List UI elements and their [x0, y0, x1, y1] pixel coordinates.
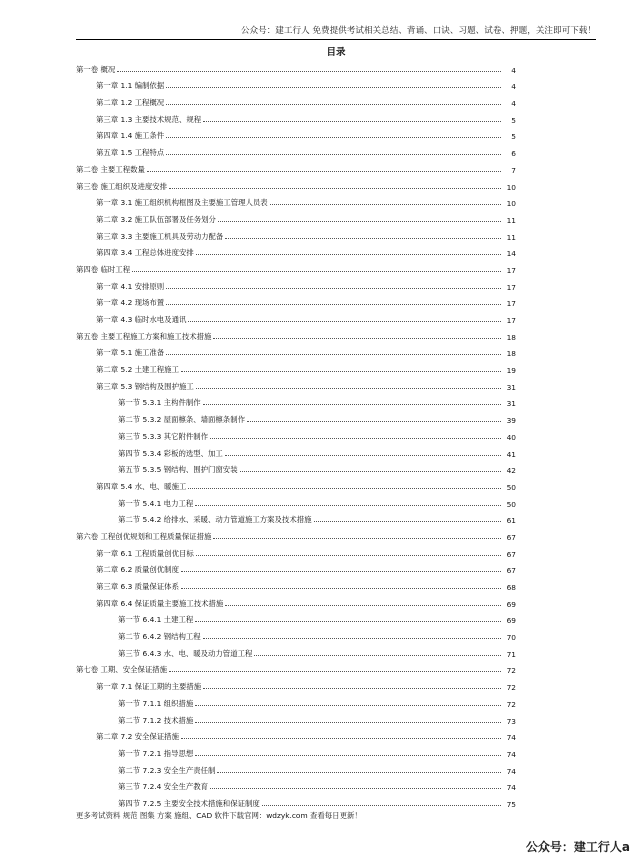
toc-entry[interactable] [76, 675, 516, 692]
toc-entry-page: 4 [511, 65, 516, 75]
toc-entry-label: 第二章 5.2 土建工程施工 [96, 365, 179, 375]
toc-entry[interactable] [76, 292, 516, 309]
toc-entry-page: 61 [506, 516, 516, 526]
toc-leader [166, 288, 501, 289]
toc-entry-page: 74 [506, 733, 516, 743]
toc-entry-page: 42 [506, 466, 516, 476]
toc-entry-page: 67 [506, 532, 516, 542]
toc-entry[interactable] [76, 575, 516, 592]
toc-entry[interactable] [76, 642, 516, 659]
toc-leader [195, 722, 501, 723]
toc-entry-label: 第一节 7.2.1 指导思想 [118, 748, 194, 758]
toc-leader [195, 621, 501, 622]
toc-entry-label: 第五章 1.5 工程特点 [96, 148, 165, 158]
toc-entry-label: 第一章 4.1 安排原则 [96, 281, 165, 291]
toc-leader [188, 488, 501, 489]
toc-entry-page: 50 [506, 499, 516, 509]
toc-entry[interactable] [76, 726, 516, 743]
toc-entry-label: 第三节 7.2.4 安全生产教育 [118, 782, 209, 792]
table-of-contents [76, 58, 516, 809]
toc-entry-label: 第二节 5.4.2 给排水、采暖、动力管道施工方案及技术措施 [118, 515, 312, 525]
toc-leader [210, 438, 501, 439]
toc-entry[interactable] [76, 375, 516, 392]
toc-entry-page: 72 [506, 699, 516, 709]
toc-entry-page: 19 [506, 366, 516, 376]
toc-entry[interactable] [76, 58, 516, 75]
toc-entry-page: 74 [506, 749, 516, 759]
toc-entry[interactable] [76, 258, 516, 275]
toc-entry-label: 第一卷 概况 [76, 64, 116, 74]
toc-entry-label: 第一节 5.3.1 主构件制作 [118, 398, 201, 408]
toc-leader [169, 671, 501, 672]
toc-entry[interactable] [76, 492, 516, 509]
toc-entry[interactable] [76, 475, 516, 492]
toc-entry-page: 17 [506, 316, 516, 325]
toc-entry[interactable] [76, 242, 516, 259]
footer-note: 更多考试资料 规范 图集 方案 施组、CAD 软件下载官网：wdzyk.com 查看每日更新！ [76, 811, 362, 820]
toc-entry-label: 第一章 1.1 编制依据 [96, 81, 165, 91]
toc-entry-label: 第三卷 施工组织及进度安排 [76, 181, 168, 191]
toc-entry-label: 第一章 6.1 工程质量创优目标 [96, 548, 194, 558]
toc-entry-label: 第三章 3.3 主要施工机具及劳动力配备 [96, 231, 224, 241]
toc-entry-label: 第二节 6.4.2 钢结构工程 [118, 632, 201, 642]
toc-entry-label: 第四卷 临时工程 [76, 264, 131, 274]
toc-leader [314, 521, 502, 522]
toc-entry-page: 10 [506, 199, 516, 209]
toc-entry-page: 74 [506, 783, 516, 793]
toc-entry[interactable] [76, 325, 516, 342]
toc-entry-page: 73 [506, 716, 516, 726]
toc-entry[interactable] [76, 559, 516, 576]
toc-entry[interactable] [76, 709, 516, 726]
page-header: 公众号：建工行人 免费提供考试相关总结、背诵、口诀、习题、试卷、押题，关注即可下载！ [240, 26, 596, 36]
toc-entry-page: 74 [506, 766, 516, 776]
toc-entry[interactable] [76, 108, 516, 125]
toc-entry[interactable] [76, 625, 516, 642]
toc-entry[interactable] [76, 208, 516, 225]
toc-leader [195, 705, 501, 706]
toc-entry[interactable] [76, 659, 516, 676]
toc-entry[interactable] [76, 392, 516, 409]
toc-leader [270, 204, 501, 205]
toc-entry-page: 69 [506, 599, 516, 609]
toc-entry[interactable] [76, 459, 516, 476]
toc-entry-label: 第三章 6.3 质量保证体系 [96, 582, 179, 591]
toc-entry-page: 69 [506, 616, 516, 626]
toc-entry-page: 41 [506, 449, 516, 459]
toc-leader [225, 455, 501, 456]
toc-leader [181, 588, 501, 589]
toc-leader [166, 137, 501, 138]
toc-entry-page: 71 [506, 649, 516, 659]
toc-entry[interactable] [76, 542, 516, 559]
toc-entry-label: 第二节 7.2.3 安全生产责任制 [118, 765, 216, 775]
toc-title: 目录 [326, 47, 346, 58]
toc-leader [217, 772, 501, 773]
toc-entry-page: 18 [506, 349, 516, 359]
toc-entry[interactable] [76, 425, 516, 442]
toc-entry-label: 第一章 4.2 现场布置 [96, 298, 165, 308]
toc-entry[interactable] [76, 141, 516, 158]
toc-entry-label: 第一章 7.1 保证工期的主要措施 [96, 682, 202, 692]
toc-leader [166, 354, 501, 355]
toc-entry-page: 17 [506, 265, 516, 275]
toc-entry[interactable] [76, 509, 516, 526]
toc-leader [203, 121, 501, 122]
toc-leader [225, 605, 501, 606]
toc-entry-page: 14 [506, 249, 516, 259]
toc-entry-label: 第一章 4.3 临时水电及通讯 [96, 315, 187, 324]
toc-entry[interactable] [76, 792, 516, 809]
toc-entry-label: 第三节 5.3.3 其它附件制作 [118, 431, 209, 441]
toc-entry[interactable] [76, 609, 516, 626]
toc-entry-page: 67 [506, 566, 516, 576]
toc-entry-page: 39 [506, 416, 516, 426]
toc-entry-label: 第二章 3.2 施工队伍部署及任务划分 [96, 214, 216, 224]
toc-entry[interactable] [76, 75, 516, 92]
toc-entry-page: 72 [506, 683, 516, 693]
toc-entry-label: 第七卷 工期、安全保证措施 [76, 665, 168, 675]
toc-entry-page: 11 [506, 215, 516, 225]
toc-leader [181, 571, 501, 572]
toc-entry-page: 40 [506, 432, 516, 442]
toc-entry-page: 67 [506, 549, 516, 559]
toc-leader [196, 254, 501, 255]
toc-entry-label: 第四章 5.4 水、电、暖施工 [96, 481, 187, 491]
toc-entry-page: 5 [511, 132, 516, 142]
toc-entry-page: 5 [511, 115, 516, 125]
toc-entry-page: 50 [506, 482, 516, 492]
toc-leader [196, 555, 501, 556]
toc-leader [218, 221, 501, 222]
toc-leader [166, 304, 501, 305]
toc-entry[interactable] [76, 342, 516, 359]
toc-leader [203, 688, 501, 689]
toc-entry[interactable] [76, 158, 516, 175]
toc-entry[interactable] [76, 442, 516, 459]
toc-entry-page: 17 [506, 299, 516, 309]
toc-leader [166, 87, 501, 88]
toc-entry-label: 第三节 6.4.3 水、电、暖及动力管道工程 [118, 648, 253, 658]
toc-leader [203, 638, 501, 639]
toc-entry-page: 68 [506, 583, 516, 592]
toc-entry-label: 第二节 7.1.2 技术措施 [118, 715, 194, 725]
toc-entry-label: 第四章 6.4 保证质量主要施工技术措施 [96, 598, 224, 608]
toc-entry[interactable] [76, 225, 516, 242]
toc-leader [169, 188, 501, 189]
toc-leader [181, 371, 501, 372]
toc-entry-page: 31 [506, 399, 516, 409]
toc-entry-page: 70 [506, 633, 516, 643]
toc-entry[interactable] [76, 175, 516, 192]
toc-entry-label: 第四章 1.4 施工条件 [96, 131, 165, 141]
toc-entry-page: 6 [511, 149, 516, 159]
toc-leader [247, 421, 501, 422]
toc-leader [213, 338, 501, 339]
toc-leader [147, 171, 501, 172]
toc-entry-page: 31 [506, 382, 516, 392]
toc-entry-page: 11 [506, 232, 516, 242]
toc-leader [181, 738, 501, 739]
toc-entry[interactable] [76, 759, 516, 776]
header-divider [76, 39, 596, 40]
toc-entry-label: 第四章 3.4 工程总体进度安排 [96, 248, 194, 258]
toc-entry[interactable] [76, 275, 516, 292]
toc-entry-label: 第二章 7.2 安全保证措施 [96, 732, 179, 742]
toc-entry-label: 第二章 6.2 质量创优制度 [96, 565, 179, 575]
toc-leader [195, 505, 501, 506]
toc-leader [195, 755, 501, 756]
toc-entry[interactable] [76, 125, 516, 142]
toc-entry-page: 72 [506, 666, 516, 676]
toc-leader [240, 471, 501, 472]
toc-entry[interactable] [76, 358, 516, 375]
toc-entry[interactable] [76, 742, 516, 759]
toc-entry-page: 18 [506, 332, 516, 342]
toc-entry-label: 第三章 5.3 钢结构及围护施工 [96, 381, 194, 391]
toc-entry-page: 17 [506, 282, 516, 292]
toc-entry[interactable] [76, 192, 516, 209]
toc-entry-page: 4 [511, 99, 516, 109]
toc-entry[interactable] [76, 91, 516, 108]
toc-leader [213, 538, 501, 539]
toc-entry-label: 第一章 3.1 施工组织机构框图及主要施工管理人员表 [96, 198, 268, 208]
watermark: 公众号：建工行人a [525, 840, 630, 854]
toc-entry-label: 第一节 7.1.1 组织措施 [118, 698, 194, 708]
toc-leader [166, 154, 501, 155]
toc-entry-label: 第四节 7.2.5 主要安全技术措施和保证制度 [118, 798, 260, 808]
toc-entry-label: 第四节 5.3.4 彩板的选型、加工 [118, 448, 223, 458]
toc-entry[interactable] [76, 776, 516, 793]
toc-entry[interactable] [76, 592, 516, 609]
toc-entry[interactable] [76, 308, 516, 325]
toc-entry-label: 第五卷 主要工程施工方案和施工技术措施 [76, 331, 212, 341]
toc-leader [166, 104, 501, 105]
toc-entry-label: 第一章 5.1 施工准备 [96, 348, 165, 358]
toc-entry-page: 7 [511, 165, 516, 175]
toc-entry-label: 第二卷 主要工程数量 [76, 164, 145, 174]
toc-entry[interactable] [76, 408, 516, 425]
toc-leader [196, 388, 501, 389]
toc-leader [225, 238, 501, 239]
toc-leader [117, 71, 501, 72]
toc-leader [203, 404, 501, 405]
toc-entry-label: 第一节 6.4.1 土建工程 [118, 615, 194, 625]
toc-entry-page: 75 [506, 799, 516, 809]
toc-leader [188, 321, 501, 322]
toc-leader [210, 788, 501, 789]
toc-entry-label: 第一节 5.4.1 电力工程 [118, 498, 194, 508]
toc-entry[interactable] [76, 525, 516, 542]
toc-entry-label: 第六卷 工程创优规划和工程质量保证措施 [76, 531, 212, 541]
toc-leader [254, 655, 501, 656]
toc-leader [262, 805, 501, 806]
toc-entry-label: 第二节 5.3.2 屋面檩条、墙面檩条制作 [118, 415, 245, 425]
toc-entry-label: 第三章 1.3 主要技术规范、规程 [96, 114, 202, 124]
toc-leader [132, 271, 501, 272]
toc-entry-label: 第五节 5.3.5 钢结构、围护门窗安装 [118, 465, 238, 475]
toc-entry-page: 4 [511, 82, 516, 92]
toc-entry[interactable] [76, 692, 516, 709]
toc-entry-page: 10 [506, 182, 516, 192]
toc-entry-label: 第二章 1.2 工程概况 [96, 98, 165, 108]
